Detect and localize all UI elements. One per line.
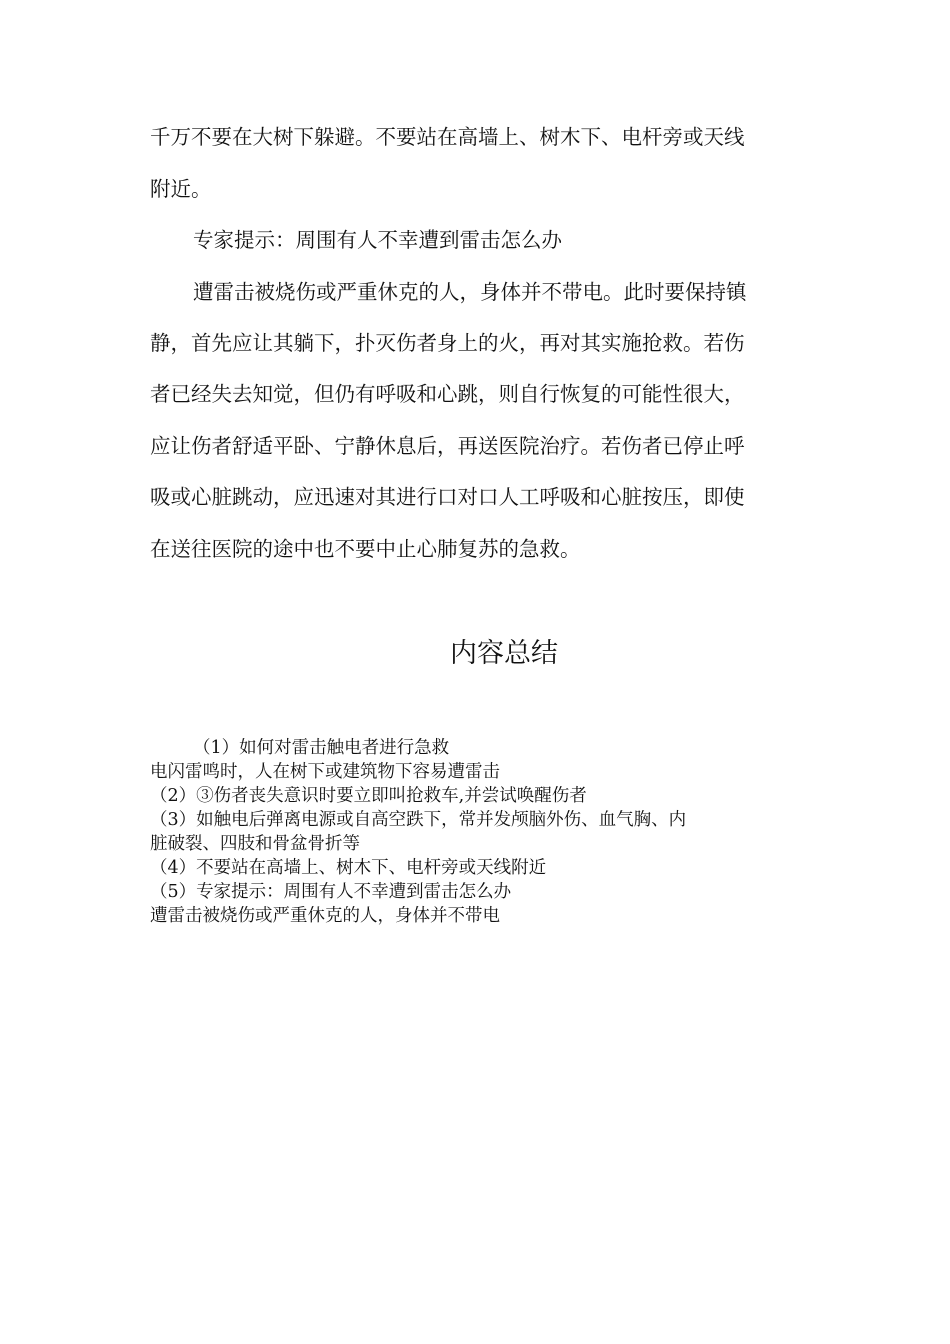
summary-line: （4）不要站在高墙上、树木下、电杆旁或天线附近 (150, 858, 547, 878)
summary-line: 电闪雷鸣时，人在树下或建筑物下容易遭雷击 (150, 762, 500, 782)
summary-line: （2）③伤者丧失意识时要立即叫抢救车,并尝试唤醒伤者 (150, 786, 587, 806)
body-line: 者已经失去知觉，但仍有呼吸和心跳，则自行恢复的可能性很大， (150, 382, 745, 406)
summary-line: （5）专家提示：周围有人不幸遭到雷击怎么办 (150, 882, 512, 902)
body-line: 附近。 (150, 177, 212, 201)
body-line: 应让伤者舒适平卧、宁静休息后，再送医院治疗。若伤者已停止呼 (150, 434, 745, 458)
body-line: 静，首先应让其躺下，扑灭伤者身上的火，再对其实施抢救。若伤 (150, 331, 745, 355)
body-line: 在送往医院的途中也不要中止心肺复苏的急救。 (150, 537, 581, 561)
expert-tip-heading: 专家提示：周围有人不幸遭到雷击怎么办 (193, 228, 562, 252)
summary-line: 脏破裂、四肢和骨盆骨折等 (150, 834, 360, 854)
summary-line: （3）如触电后弹离电源或自高空跌下，常并发颅脑外伤、血气胸、内 (150, 810, 687, 830)
body-line: 千万不要在大树下躲避。不要站在高墙上、树木下、电杆旁或天线 (150, 125, 745, 149)
summary-title: 内容总结 (450, 638, 558, 669)
summary-line: 遭雷击被烧伤或严重休克的人，身体并不带电 (150, 906, 500, 926)
body-line: 吸或心脏跳动，应迅速对其进行口对口人工呼吸和心脏按压，即使 (150, 485, 745, 509)
summary-line: （1）如何对雷击触电者进行急救 (193, 738, 450, 758)
body-line: 遭雷击被烧伤或严重休克的人，身体并不带电。此时要保持镇 (193, 280, 747, 304)
